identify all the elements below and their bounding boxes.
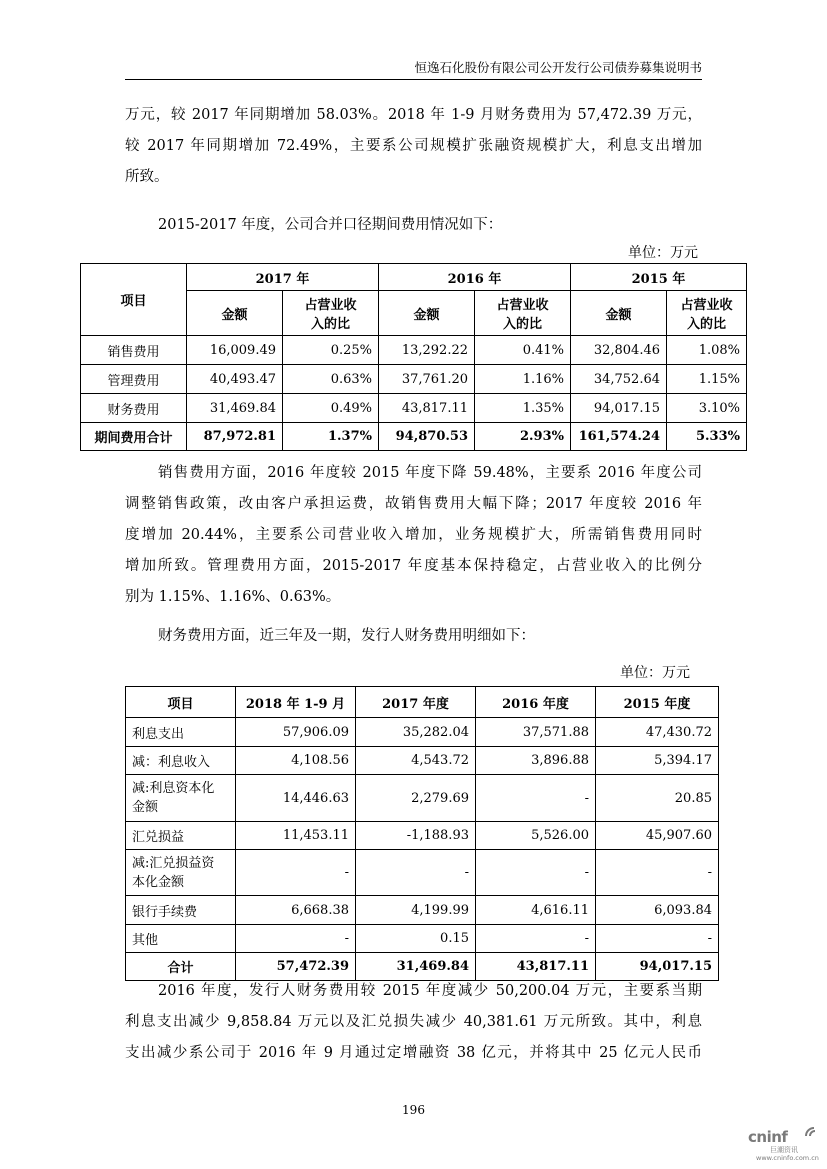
table2-header: 项目	[126, 687, 236, 718]
text-line: 别为 1.15%、1.16%、0.63%。	[125, 589, 341, 605]
ratio-header: 占营业收 入的比	[475, 291, 571, 336]
text-line: 所致。	[125, 169, 169, 185]
row-label: 汇兑损益	[126, 822, 236, 850]
table-cell: 161,574.24	[571, 423, 667, 451]
text-line: 度增加 20.44%，主要系公司营业收入增加，业务规模扩大，所需销售费用同时	[125, 527, 702, 543]
table-cell: 3.10%	[667, 394, 747, 423]
cninf-logo	[748, 1128, 820, 1164]
table-row	[126, 775, 719, 822]
table-cell: 31,469.84	[356, 953, 476, 981]
row-label: 合计	[126, 953, 236, 981]
header-rule	[125, 79, 702, 80]
row-label: 利息支出	[126, 718, 236, 747]
page-number: 196	[402, 1103, 425, 1117]
text-line: 财务费用方面，近三年及一期，发行人财务费用明细如下：	[158, 628, 535, 644]
table-cell: -	[476, 925, 596, 953]
table-cell: 4,616.11	[476, 896, 596, 925]
ratio-header: 占营业收 入的比	[667, 291, 747, 336]
table-cell: 0.25%	[283, 336, 379, 365]
table-row	[126, 822, 719, 850]
row-label: 期间费用合计	[81, 423, 187, 451]
ratio-header: 占营业收 入的比	[283, 291, 379, 336]
finance-expense-table	[125, 686, 719, 981]
table1-unit: 单位：万元	[628, 245, 698, 261]
table-cell: 13,292.22	[379, 336, 475, 365]
table-cell: -	[476, 775, 596, 822]
table1-year-header: 2017 年	[187, 264, 379, 291]
row-label: 其他	[126, 925, 236, 953]
table-total-row	[81, 423, 747, 451]
table-row	[126, 896, 719, 925]
text-line: 销售费用方面，2016 年度较 2015 年度下降 59.48%，主要系 2016 年度公司	[158, 465, 702, 481]
row-label: 管理费用	[81, 365, 187, 394]
document-header: 恒逸石化股份有限公司公开发行公司债券募集说明书	[414, 60, 702, 75]
table-cell: 94,017.15	[571, 394, 667, 423]
table-cell: 43,817.11	[476, 953, 596, 981]
table2-header: 2015 年度	[596, 687, 719, 718]
table-cell: 37,761.20	[379, 365, 475, 394]
table-row	[126, 925, 719, 953]
table-cell: -	[236, 850, 356, 896]
table2-header: 2017 年度	[356, 687, 476, 718]
table-row	[81, 365, 747, 394]
table-cell: 4,199.99	[356, 896, 476, 925]
table-cell: 57,906.09	[236, 718, 356, 747]
table-cell: -	[476, 850, 596, 896]
table-cell: -	[596, 850, 719, 896]
amount-header: 金额	[187, 291, 283, 336]
paragraph-5	[125, 976, 702, 1069]
table-cell: 34,752.64	[571, 365, 667, 394]
row-label: 减:汇兑损益资 本化金额	[126, 850, 236, 896]
table-cell: 43,817.11	[379, 394, 475, 423]
row-label: 银行手续费	[126, 896, 236, 925]
table-cell: -	[356, 850, 476, 896]
table-cell: 6,093.84	[596, 896, 719, 925]
table-cell: 1.37%	[283, 423, 379, 451]
row-label: 财务费用	[81, 394, 187, 423]
text-line: 较 2017 年同期增加 72.49%，主要系公司规模扩张融资规模扩大，利息支出增加	[125, 138, 702, 154]
table-cell: 4,543.72	[356, 747, 476, 775]
table1-year-header: 2015 年	[571, 264, 747, 291]
paragraph-4	[125, 621, 702, 652]
table-row	[81, 394, 747, 423]
table-cell: -	[236, 925, 356, 953]
table-cell: 0.49%	[283, 394, 379, 423]
row-label: 减：利息收入	[126, 747, 236, 775]
table-cell: 11,453.11	[236, 822, 356, 850]
table-cell: 57,472.39	[236, 953, 356, 981]
table-cell: 20.85	[596, 775, 719, 822]
table-cell: 2,279.69	[356, 775, 476, 822]
table-cell: 5.33%	[667, 423, 747, 451]
table-cell: 47,430.72	[596, 718, 719, 747]
row-label: 减:利息资本化 金额	[126, 775, 236, 822]
table-cell: 16,009.49	[187, 336, 283, 365]
table-cell: 94,017.15	[596, 953, 719, 981]
table1-year-header: 2016 年	[379, 264, 571, 291]
paragraph-3	[125, 458, 702, 613]
table2-header: 2016 年度	[476, 687, 596, 718]
table-cell: 32,804.46	[571, 336, 667, 365]
table2-header: 2018 年 1-9 月	[236, 687, 356, 718]
text-line: 调整销售政策，改由客户承担运费，故销售费用大幅下降；2017 年度较 2016 年	[125, 496, 702, 512]
amount-header: 金额	[379, 291, 475, 336]
amount-header: 金额	[571, 291, 667, 336]
logo-subtitle: 巨潮资讯	[770, 1146, 798, 1154]
table-cell: 0.63%	[283, 365, 379, 394]
table-cell: 3,896.88	[476, 747, 596, 775]
signal-arc-icon	[804, 1124, 820, 1138]
text-line: 增加所致。管理费用方面，2015-2017 年度基本保持稳定，占营业收入的比例分	[125, 558, 702, 574]
table-cell: 45,907.60	[596, 822, 719, 850]
table-cell: 14,446.63	[236, 775, 356, 822]
logo-wordmark: cninf	[748, 1128, 788, 1146]
text-line: 利息支出减少 9,858.84 万元以及汇兑损失减少 40,381.61 万元所致。其中，利息	[125, 1014, 702, 1030]
table1-item-header: 项目	[81, 264, 187, 336]
table-cell: 2.93%	[475, 423, 571, 451]
table-cell: 4,108.56	[236, 747, 356, 775]
table-cell: 0.15	[356, 925, 476, 953]
table-row	[126, 850, 719, 896]
row-label: 销售费用	[81, 336, 187, 365]
table-cell: -	[596, 925, 719, 953]
text-line: 支出减少系公司于 2016 年 9 月通过定增融资 38 亿元，并将其中 25 亿元人民币	[125, 1045, 702, 1061]
table-cell: 5,526.00	[476, 822, 596, 850]
table-cell: 35,282.04	[356, 718, 476, 747]
table-cell: 1.08%	[667, 336, 747, 365]
table-cell: 87,972.81	[187, 423, 283, 451]
table-cell: 1.35%	[475, 394, 571, 423]
table-cell: 94,870.53	[379, 423, 475, 451]
table-cell: 6,668.38	[236, 896, 356, 925]
text-line: 2016 年度，发行人财务费用较 2015 年度减少 50,200.04 万元，主要系当期	[158, 983, 702, 999]
table-cell: 5,394.17	[596, 747, 719, 775]
logo-url: www.cninfo.com.cn	[756, 1154, 819, 1162]
table-cell: 37,571.88	[476, 718, 596, 747]
table-cell: 31,469.84	[187, 394, 283, 423]
table-cell: 1.16%	[475, 365, 571, 394]
text-line: 2015-2017 年度，公司合并口径期间费用情况如下：	[158, 217, 503, 233]
table-cell: -1,188.93	[356, 822, 476, 850]
period-expense-table	[80, 263, 747, 451]
table2-unit: 单位：万元	[620, 665, 690, 681]
table-cell: 1.15%	[667, 365, 747, 394]
text-line: 万元，较 2017 年同期增加 58.03%。2018 年 1-9 月财务费用为 57,472.39 万元，	[125, 107, 702, 123]
table-cell: 40,493.47	[187, 365, 283, 394]
table-row	[81, 336, 747, 365]
table-row	[126, 747, 719, 775]
paragraph-1	[125, 100, 702, 193]
paragraph-2	[125, 210, 702, 241]
table-row	[126, 718, 719, 747]
table-cell: 0.41%	[475, 336, 571, 365]
